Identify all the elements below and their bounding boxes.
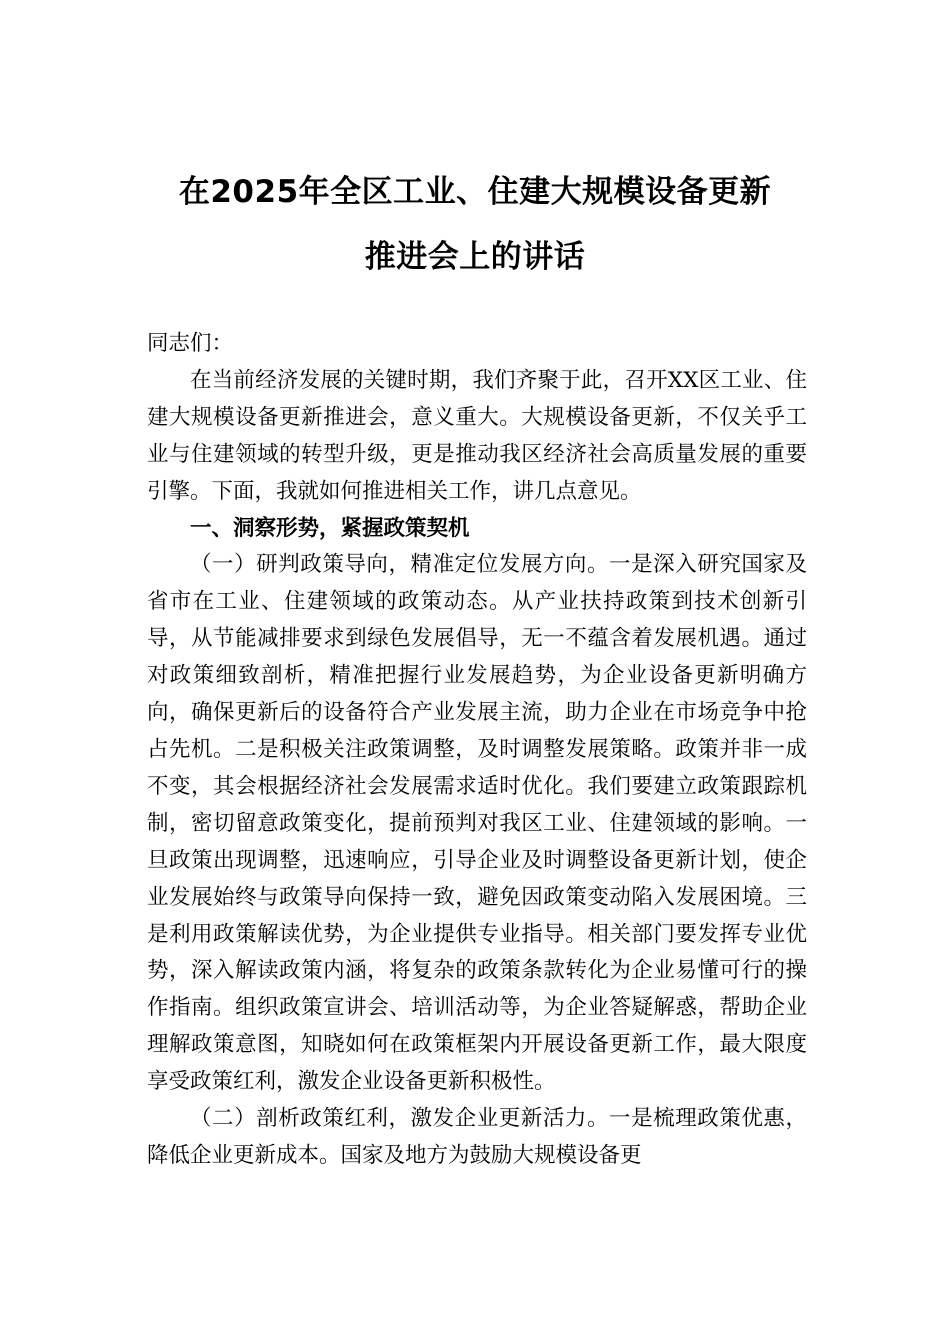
document-title-line-2: 推进会上的讲话	[364, 239, 586, 275]
section-1-heading: 一、洞察形势，紧握政策契机	[190, 515, 470, 541]
document-body	[147, 326, 807, 1175]
salutation: 同志们：	[147, 331, 234, 356]
subsection-1-paragraph	[147, 547, 807, 1101]
subsection-2-body: 一是梳理政策优惠，降低企业更新成本。国家及地方为鼓励大规模设备更	[147, 1106, 807, 1168]
subsection-1-lead: （一）研判政策导向，精准定位发展方向。	[190, 552, 610, 578]
intro-paragraph: 在当前经济发展的关键时期，我们齐聚于此，召开XX区工业、住建大规模设备更新推进会，意义重大。大规模设备更新，不仅关乎工业与住建领域的转型升级，更是推动我区经济社会高质量发展的重要引擎。下面，我就如何推进相关工作，讲几点意见。	[147, 367, 807, 504]
document-title-line-1: 在2025年全区工业、住建大规模设备更新	[178, 174, 772, 210]
subsection-2-lead: （二）剖析政策红利，激发企业更新活力。	[190, 1106, 610, 1132]
subsection-1-body: 一是深入研究国家及省市在工业、住建领域的政策动态。从产业扶持政策到技术创新引导，从节能减排要求到绿色发展倡导，无一不蕴含着发展机遇。通过对政策细致剖析，精准把握行业发展趋势，为企业设备更新明确方向，确保更新后的设备符合产业发展主流，助力企业在市场竞争中抢占先机。二是积极关注政策调整，及时调整发展策略。政策并非一成不变，其会根据经济社会发展需求适时优化。我们要建立政策跟踪机制，密切留意政策变化，提前预判对我区工业、住建领域的影响。一旦政策出现调整，迅速响应，引导企业及时调整设备更新计划，使企业发展始终与政策导向保持一致，避免因政策变动陷入发展困境。三是利用政策解读优势，为企业提供专业指导。相关部门要发挥专业优势，深入解读政策内涵，将复杂的政策条款转化为企业易懂可行的操作指南。组织政策宣讲会、培训活动等，为企业答疑解惑，帮助企业理解政策意图，知晓如何在政策框架内开展设备更新工作，最大限度享受政策红利，激发企业设备更新积极性。	[147, 552, 807, 1095]
subsection-2-paragraph	[147, 1101, 807, 1175]
